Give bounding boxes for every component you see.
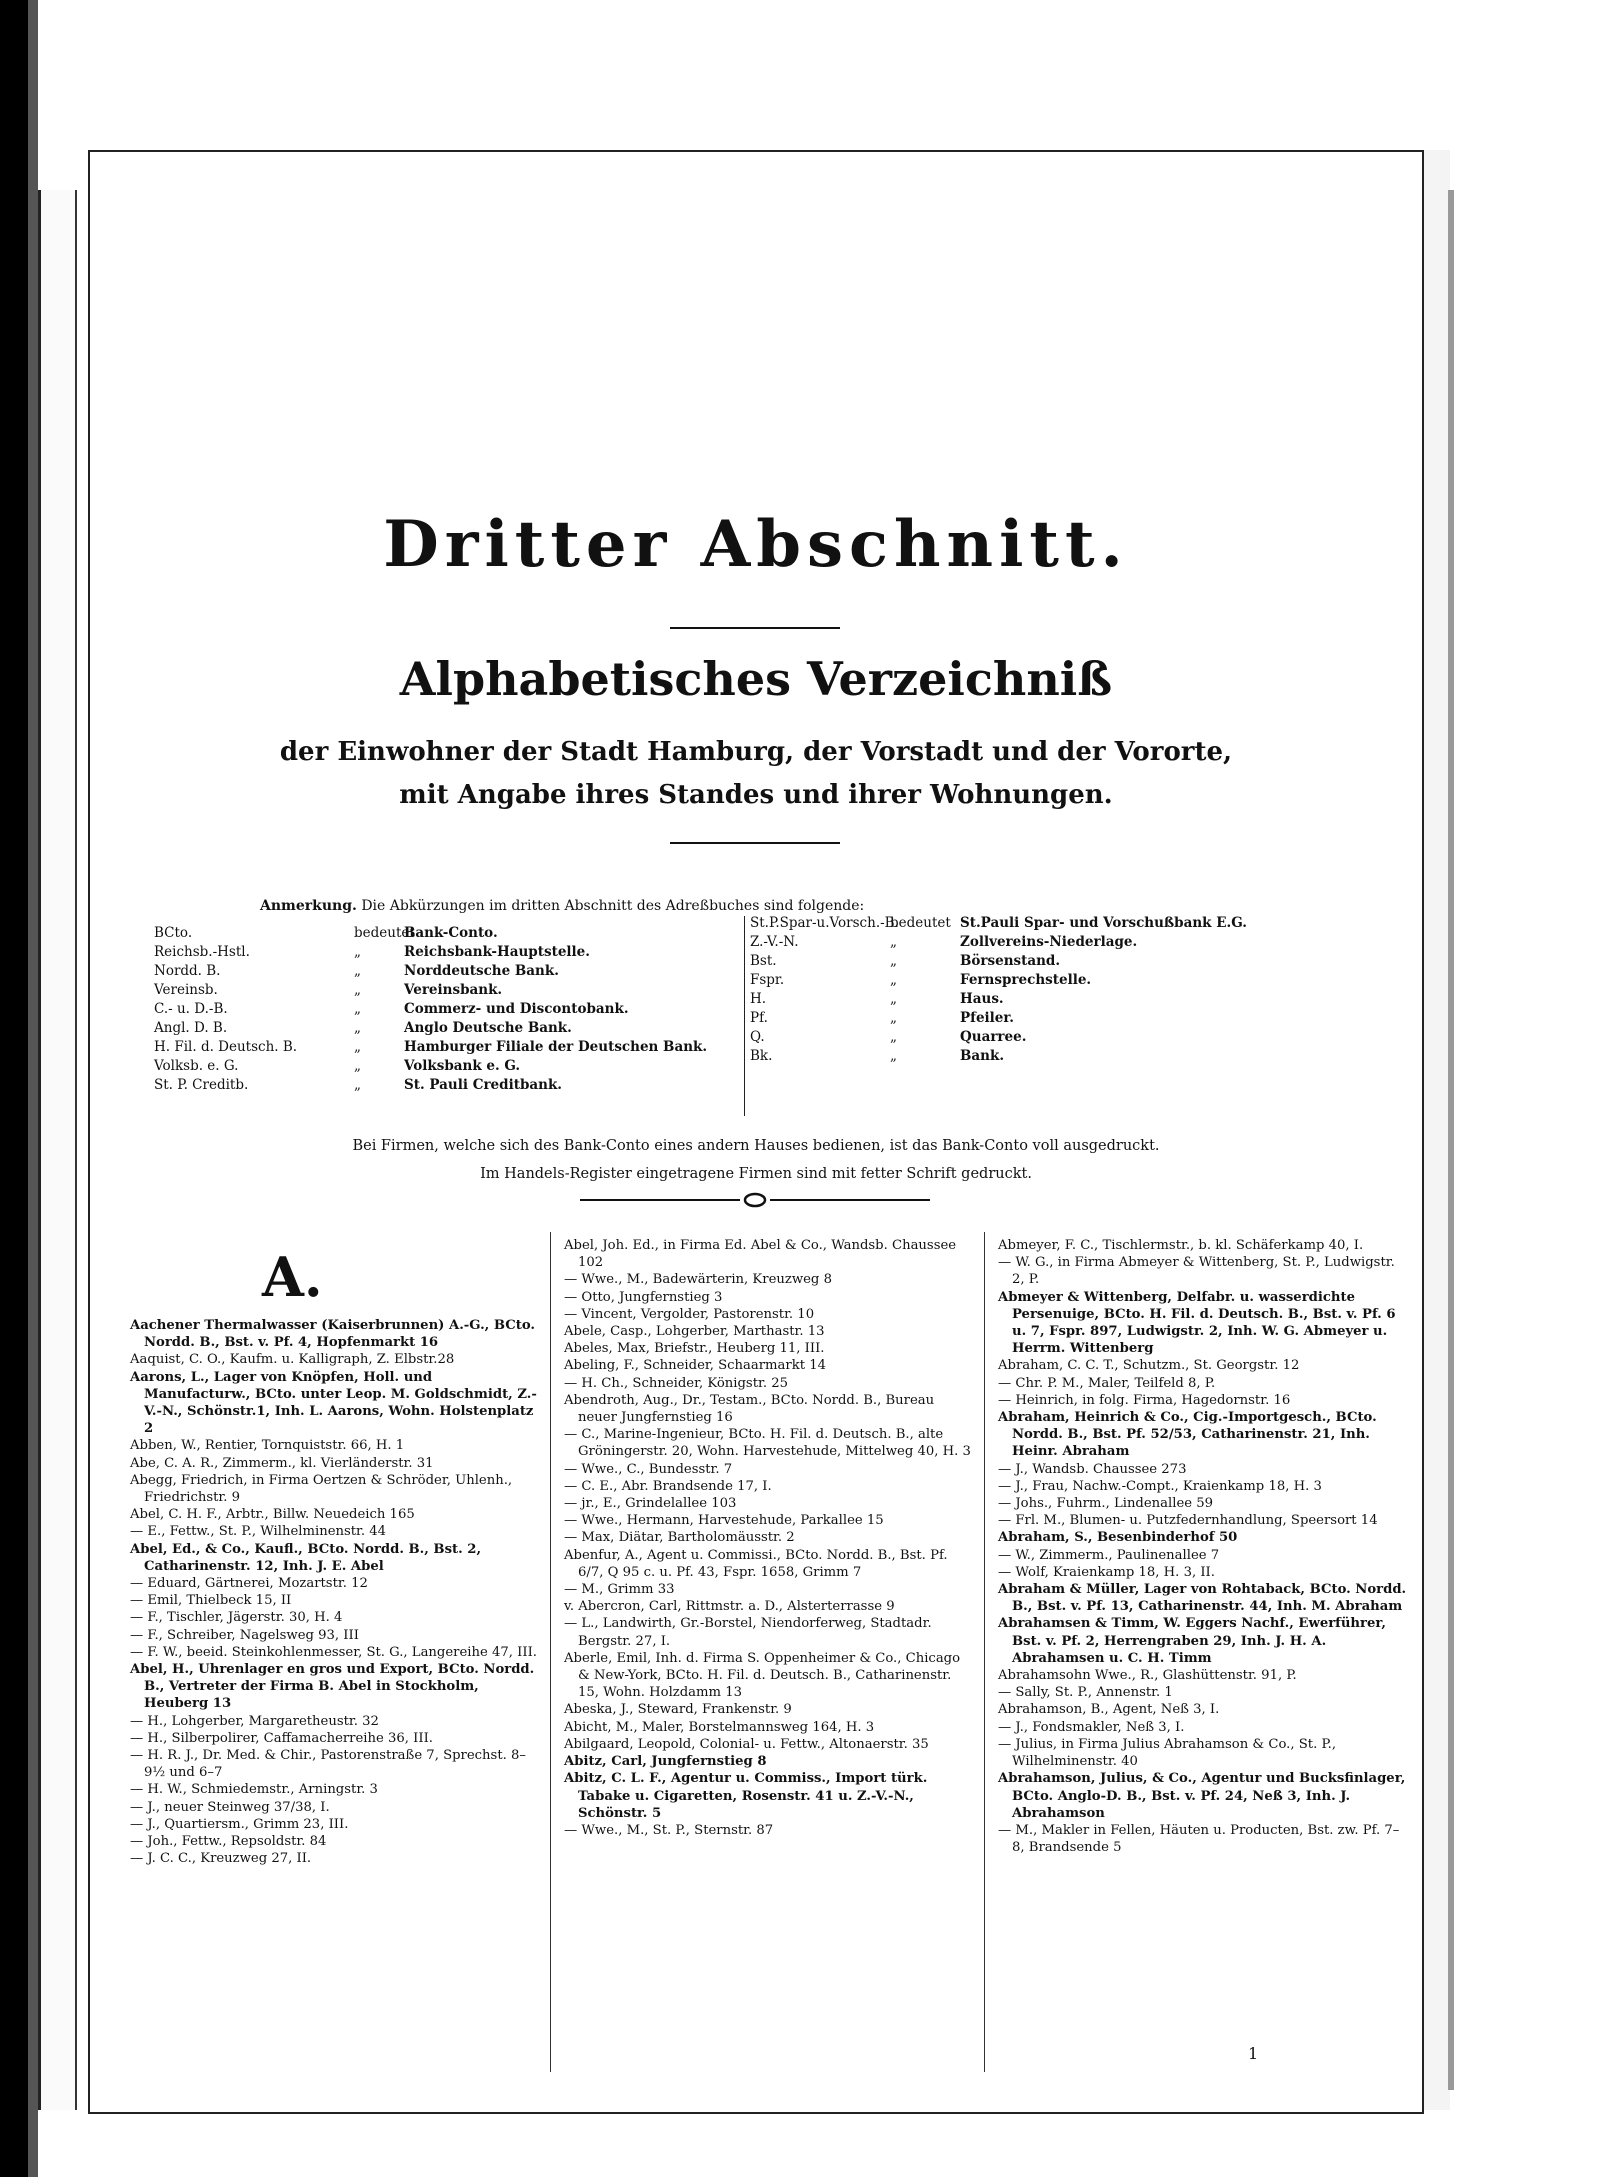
directory-entry: Abrahamson, B., Agent, Neß 3, I. (998, 1702, 1220, 1718)
directory-entry: — Wwe., Hermann, Harvestehude, Parkallee 15 (564, 1513, 884, 1529)
abbreviation-means: „ (890, 972, 897, 988)
directory-entry: — Eduard, Gärtnerei, Mozartstr. 12 (130, 1576, 368, 1592)
directory-entry: — H. R. J., Dr. Med. & Chir., Pastorenstraße 7, Sprechst. 8–9½ und 6–7 (130, 1748, 526, 1781)
directory-entry: Abeles, Max, Briefstr., Heuberg 11, III. (564, 1341, 825, 1357)
directory-subtitle-line1: der Einwohner der Stadt Hamburg, der Vorstadt und der Vororte, (279, 737, 1233, 767)
directory-entry: — Otto, Jungfernstieg 3 (564, 1289, 723, 1305)
directory-entry: — L., Landwirth, Gr.-Borstel, Niendorferweg, Stadtadr. Bergstr. 27, I. (564, 1616, 932, 1649)
abbreviation-row (154, 924, 674, 943)
abbreviation-means: „ (354, 1020, 361, 1036)
subtitle-rule (670, 842, 840, 844)
directory-entry: Abeska, J., Steward, Frankenstr. 9 (564, 1702, 792, 1718)
note-label: Anmerkung. (260, 898, 357, 914)
abbreviation-row (154, 1019, 674, 1038)
abbreviation-row (154, 962, 674, 981)
directory-entry: — Chr. P. M., Maler, Teilfeld 8, P. (998, 1375, 1216, 1391)
abbreviation-full: Zollvereins-Niederlage. (960, 934, 1138, 950)
directory-entry: Abmeyer & Wittenberg, Delfabr. u. wasserdichte Persenuige, BCto. H. Fil. d. Deutsch. B., Bst. v. Pf. 6 u. 7, Fspr. 897, Ludwigstr. 2, Inh. W. G. Abmeyer u. Herrm. Wittenberg (998, 1289, 1396, 1357)
abbreviation-full: Vereinsbank. (404, 982, 503, 998)
directory-entry: — Johs., Fuhrm., Lindenallee 59 (998, 1496, 1214, 1512)
abbreviation-means: „ (890, 1010, 897, 1026)
abbreviation-row (154, 981, 674, 1000)
directory-entry: Abel, Joh. Ed., in Firma Ed. Abel & Co., Wandsb. Chaussee 102 (564, 1238, 957, 1271)
abbreviation-row (750, 952, 1430, 971)
abbreviation-means: „ (890, 953, 897, 969)
directory-entry: Abraham, Heinrich & Co., Cig.-Importgesch., BCto. Nordd. B., Bst. Pf. 52/53, Catharinenstr. 21, Inh. Heinr. Abraham (998, 1410, 1377, 1460)
abbreviation-full: Norddeutsche Bank. (404, 963, 559, 979)
abbreviation-abbr: Nordd. B. (154, 963, 221, 979)
directory-entry: v. Abercron, Carl, Rittmstr. a. D., Alsterterrasse 9 (564, 1599, 895, 1615)
directory-entry: Abraham, C. C. T., Schutzm., St. Georgstr. 12 (998, 1358, 1300, 1374)
abbreviation-abbr: Volksb. e. G. (154, 1058, 239, 1074)
directory-entry: — J. C. C., Kreuzweg 27, II. (130, 1851, 312, 1867)
abbreviation-row (154, 1000, 674, 1019)
abbreviation-abbr: H. Fil. d. Deutsch. B. (154, 1039, 298, 1055)
abbreviation-abbr: Bst. (750, 953, 777, 969)
abbreviation-means: „ (890, 991, 897, 1007)
ornamental-rule (580, 1190, 930, 1210)
directory-entry: Abraham, S., Besenbinderhof 50 (998, 1530, 1238, 1546)
directory-entry: — M., Makler in Fellen, Häuten u. Producten, Bst. zw. Pf. 7–8, Brandsende 5 (998, 1822, 1400, 1856)
abbreviation-abbr: St. P. Creditb. (154, 1077, 249, 1093)
abbreviation-full: Anglo Deutsche Bank. (404, 1020, 572, 1036)
directory-entry: Abel, Ed., & Co., Kaufl., BCto. Nordd. B., Bst. 2, Catharinenstr. 12, Inh. J. E. Abel (130, 1541, 482, 1574)
abbreviation-full: Bank. (960, 1048, 1005, 1064)
abbreviation-full: Commerz- und Discontobank. (404, 1001, 629, 1017)
abbreviation-row (154, 1076, 674, 1095)
abbreviation-full: Börsenstand. (960, 953, 1061, 969)
abbreviation-abbr: Reichsb.-Hstl. (154, 944, 250, 960)
abbreviation-divider (744, 916, 745, 1116)
directory-column-3 (998, 1237, 1408, 1856)
abbreviation-abbr: Vereinsb. (154, 982, 218, 998)
abbreviation-list-left (154, 924, 708, 1095)
page-stack-edge (1420, 150, 1450, 2110)
directory-entry: — Wwe., M., St. P., Sternstr. 87 (564, 1822, 774, 1838)
abbreviation-row (750, 1009, 1430, 1028)
abbreviation-abbr: Z.-V.-N. (750, 934, 799, 950)
directory-entry: Aaquist, C. O., Kaufm. u. Kalligraph, Z. Elbstr.28 (130, 1352, 455, 1368)
abbreviation-means: „ (354, 963, 361, 979)
directory-entry: — Wwe., M., Badewärterin, Kreuzweg 8 (564, 1272, 832, 1288)
abbreviation-full: Reichsbank-Hauptstelle. (404, 944, 590, 960)
directory-entry: — Wolf, Kraienkamp 18, H. 3, II. (998, 1564, 1215, 1580)
abbreviation-row (750, 1047, 1430, 1066)
abbreviation-note (260, 898, 864, 914)
abbreviation-abbr: Pf. (750, 1010, 768, 1026)
directory-column-2 (564, 1237, 974, 1839)
abbreviation-row (750, 971, 1430, 990)
directory-entry: — C., Marine-Ingenieur, BCto. H. Fil. d. Deutsch. B., alte Gröningerstr. 20, Wohn. Harvestehude, Mittelweg 40, H. 3 (564, 1427, 971, 1460)
directory-entry: Aberle, Emil, Inh. d. Firma S. Oppenheimer & Co., Chicago & New-York, BCto. H. Fil. d. Deutsch. B., Catharinenstr. 15, Wohn. Holzdamm 13 (564, 1650, 961, 1701)
abbreviation-means: „ (354, 1001, 361, 1017)
directory-entry: — H., Silberpolirer, Caffamacherreihe 36, III. (130, 1730, 433, 1746)
document-page (88, 150, 1424, 2114)
page-stack-shadow (1448, 190, 1454, 2090)
directory-entry: — J., Wandsb. Chaussee 273 (998, 1461, 1187, 1477)
directory-entry: — J., Quartiersm., Grimm 23, III. (130, 1816, 349, 1832)
directory-entry: Abicht, M., Maler, Borstelmannsweg 164, H. 3 (564, 1719, 875, 1735)
abbreviation-means: „ (354, 944, 361, 960)
directory-entry: — Wwe., C., Bundesstr. 7 (564, 1461, 733, 1477)
directory-entry: Abben, W., Rentier, Tornquiststr. 66, H. 1 (130, 1438, 405, 1454)
abbreviation-full: Pfeiler. (960, 1010, 1014, 1026)
directory-entry: Abrahamson, Julius, & Co., Agentur und Bucksfinlager, BCto. Anglo-D. B., Bst. v. Pf. 24, Neß 3, Inh. J. Abrahamson (998, 1771, 1406, 1821)
abbreviation-abbr: BCto. (154, 925, 193, 941)
directory-column-1 (130, 1317, 540, 1868)
directory-entry: — C. E., Abr. Brandsende 17, I. (564, 1478, 772, 1494)
previous-page-edge (38, 190, 77, 2110)
directory-subtitle-line2: mit Angabe ihres Standes und ihrer Wohnungen. (399, 780, 1113, 810)
abbreviation-abbr: St.P.Spar-u.Vorsch.-B. (750, 915, 899, 931)
column-divider (550, 1232, 551, 2072)
directory-entry: — J., neuer Steinweg 37/38, I. (130, 1799, 330, 1815)
directory-entry: Aarons, L., Lager von Knöpfen, Holl. und Manufacturw., BCto. unter Leop. M. Goldschmidt, Z.-V.-N., Schönstr.1, Inh. L. Aarons, Wohn. Holstenplatz 2 (130, 1369, 537, 1437)
abbreviation-full: Haus. (960, 991, 1004, 1007)
directory-entry: Aachener Thermalwasser (Kaiserbrunnen) A.-G., BCto. Nordd. B., Bst. v. Pf. 4, Hopfenmarkt 16 (130, 1318, 535, 1351)
directory-entry: — H., Lohgerber, Margaretheustr. 32 (130, 1713, 379, 1729)
abbreviation-full: Fernsprechstelle. (960, 972, 1092, 988)
directory-entry: — jr., E., Grindelallee 103 (564, 1496, 737, 1512)
abbreviation-row (750, 914, 1430, 933)
directory-entry: — Frl. M., Blumen- u. Putzfedernhandlung, Speersort 14 (998, 1513, 1378, 1529)
directory-entry: Abel, H., Uhrenlager en gros und Export, BCto. Nordd. B., Vertreter der Firma B. Abel in Stockholm, Heuberg 13 (130, 1662, 535, 1712)
abbreviation-abbr: Fspr. (750, 972, 785, 988)
directory-entry: — F. W., beeid. Steinkohlenmesser, St. G., Langereihe 47, III. (130, 1644, 537, 1660)
abbreviation-full: Volksbank e. G. (404, 1058, 521, 1074)
abbreviation-full: St.Pauli Spar- und Vorschußbank E.G. (960, 915, 1247, 931)
page-number: 1 (1248, 2044, 1259, 2063)
abbreviation-means: „ (354, 1039, 361, 1055)
directory-entry: Abrahamsohn Wwe., R., Glashüttenstr. 91, P. (998, 1668, 1297, 1684)
abbreviation-means: bedeutet (354, 925, 415, 941)
directory-entry: Abe, C. A. R., Zimmerm., kl. Vierländerstr. 31 (130, 1455, 434, 1471)
directory-entry: Abendroth, Aug., Dr., Testam., BCto. Nordd. B., Bureau neuer Jungfernstieg 16 (564, 1392, 935, 1426)
directory-entry: — Heinrich, in folg. Firma, Hagedornstr. 16 (998, 1392, 1291, 1408)
column-divider (984, 1232, 985, 2072)
abbreviation-abbr: Q. (750, 1029, 765, 1045)
section-title: Dritter Abschnitt. (383, 507, 1129, 582)
abbreviation-row (154, 1057, 674, 1076)
directory-entry: Abmeyer, F. C., Tischlermstr., b. kl. Schäferkamp 40, I. (998, 1238, 1364, 1253)
abbreviation-abbr: C.- u. D.-B. (154, 1001, 228, 1017)
directory-entry: — J., Fondsmakler, Neß 3, I. (998, 1719, 1185, 1735)
directory-title: Alphabetisches Verzeichniß (399, 652, 1113, 706)
directory-entry: — H. W., Schmiedemstr., Arningstr. 3 (130, 1782, 378, 1798)
directory-entry: — F., Tischler, Jägerstr. 30, H. 4 (130, 1610, 343, 1626)
abbreviation-abbr: H. (750, 991, 767, 1007)
note-text: Die Abkürzungen im dritten Abschnitt des Adreßbuches sind folgende: (361, 898, 865, 914)
abbreviation-means: „ (890, 1029, 897, 1045)
directory-entry: — W. G., in Firma Abmeyer & Wittenberg, St. P., Ludwigstr. 2, P. (998, 1255, 1395, 1288)
directory-entry: — Max, Diätar, Bartholomäusstr. 2 (564, 1530, 795, 1546)
directory-entry: — M., Grimm 33 (564, 1582, 675, 1598)
directory-entry: Abeling, F., Schneider, Schaarmarkt 14 (564, 1358, 826, 1374)
directory-entry: — J., Frau, Nachw.-Compt., Kraienkamp 18, H. 3 (998, 1478, 1322, 1494)
directory-entry: Abraham & Müller, Lager von Rohtaback, BCto. Nordd. B., Bst. v. Pf. 13, Catharinenstr. 44, Inh. M. Abraham (998, 1582, 1407, 1615)
abbreviation-full: Quarree. (960, 1029, 1027, 1045)
directory-entry: — Sally, St. P., Annenstr. 1 (998, 1685, 1173, 1701)
directory-entry: Abele, Casp., Lohgerber, Marthastr. 13 (564, 1324, 825, 1340)
abbreviation-means: „ (354, 1058, 361, 1074)
abbreviation-full: Bank-Conto. (404, 925, 498, 941)
directory-entry: — Julius, in Firma Julius Abrahamson & Co., St. P., Wilhelminenstr. 40 (998, 1736, 1337, 1770)
firms-note: Bei Firmen, welche sich des Bank-Conto eines andern Hauses bedienen, ist das Bank-Conto voll ausgedruckt. (352, 1138, 1160, 1154)
directory-entry: Abegg, Friedrich, in Firma Oertzen & Schröder, Uhlenh., Friedrichstr. 9 (130, 1472, 513, 1506)
directory-entry: Abitz, Carl, Jungfernstieg 8 (564, 1754, 767, 1770)
abbreviation-abbr: Bk. (750, 1048, 773, 1064)
abbreviation-row (154, 943, 674, 962)
abbreviation-row (750, 990, 1430, 1009)
section-letter: A. (262, 1245, 323, 1309)
abbreviation-row (154, 1038, 708, 1057)
abbreviation-list-right (750, 914, 1430, 1066)
book-spine (0, 0, 28, 2177)
directory-entry: — E., Fettw., St. P., Wilhelminenstr. 44 (130, 1524, 387, 1540)
directory-entry: — W., Zimmerm., Paulinenallee 7 (998, 1547, 1220, 1563)
directory-entry: — Joh., Fettw., Repsoldstr. 84 (130, 1834, 327, 1850)
abbreviation-means: bedeutet (890, 915, 951, 931)
abbreviation-row (750, 1028, 1430, 1047)
directory-entry: — F., Schreiber, Nagelsweg 93, III (130, 1627, 359, 1643)
abbreviation-full: St. Pauli Creditbank. (404, 1077, 562, 1093)
abbreviation-row (750, 933, 1430, 952)
directory-entry: Abilgaard, Leopold, Colonial- u. Fettw., Altonaerstr. 35 (564, 1736, 929, 1752)
directory-entry: — H. Ch., Schneider, Königstr. 25 (564, 1375, 789, 1391)
directory-entry: Abitz, C. L. F., Agentur u. Commiss., Import türk. Tabake u. Cigaretten, Rosenstr. 41 u. Z.-V.-N., Schönstr. 5 (564, 1771, 928, 1821)
abbreviation-means: „ (890, 934, 897, 950)
directory-entry: — Vincent, Vergolder, Pastorenstr. 10 (564, 1306, 815, 1322)
directory-entry: Abrahamsen & Timm, W. Eggers Nachf., Ewerführer, Bst. v. Pf. 2, Herrengraben 29, Inh. J. H. A. Abrahamsen u. C. H. Timm (998, 1616, 1386, 1666)
spine-edge (28, 0, 38, 2177)
title-rule (670, 627, 840, 629)
abbreviation-abbr: Angl. D. B. (154, 1020, 228, 1036)
directory-entry: Abenfur, A., Agent u. Commissi., BCto. Nordd. B., Bst. Pf. 6/7, Q 95 c. u. Pf. 43, Fspr. 1658, Grimm 7 (564, 1547, 948, 1580)
abbreviation-full: Hamburger Filiale der Deutschen Bank. (404, 1039, 708, 1055)
abbreviation-means: „ (354, 982, 361, 998)
directory-entry: Abel, C. H. F., Arbtr., Billw. Neuedeich 165 (130, 1507, 415, 1523)
register-note: Im Handels-Register eingetragene Firmen sind mit fetter Schrift gedruckt. (480, 1166, 1032, 1182)
abbreviation-means: „ (890, 1048, 897, 1064)
directory-entry: — Emil, Thielbeck 15, II (130, 1593, 292, 1609)
abbreviation-means: „ (354, 1077, 361, 1093)
